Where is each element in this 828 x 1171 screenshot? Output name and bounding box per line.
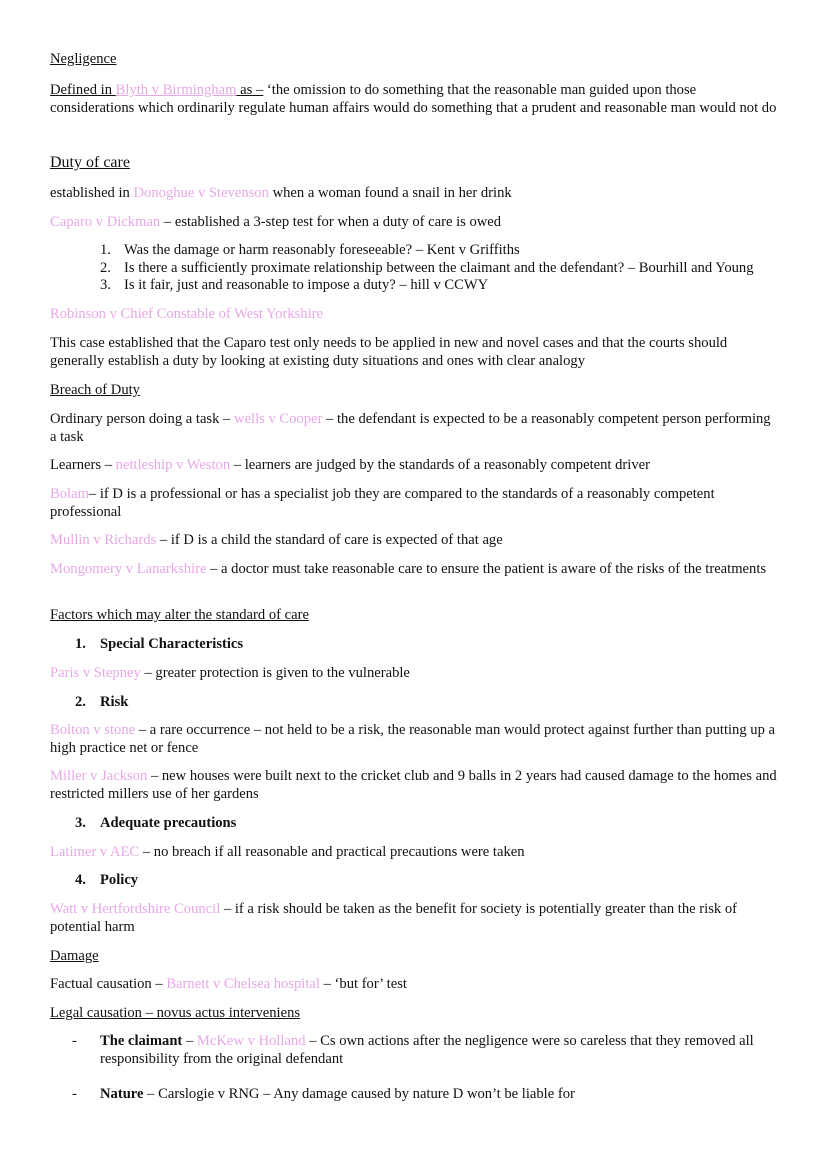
case-miller[interactable]: Miller v Jackson: [50, 768, 148, 784]
case-wells[interactable]: wells v Cooper: [234, 411, 323, 427]
factor-heading: 3. Adequate precautions: [75, 815, 237, 831]
definition-paragraph: [50, 81, 780, 117]
factors-heading: Factors which may alter the standard of care: [50, 607, 309, 623]
breach-item: Mongomery v Lanarkshire – a doctor must take reasonable care to ensure the patient is aware of the risks of the treatments: [50, 561, 767, 577]
case-donoghue[interactable]: Donoghue v Stevenson: [133, 185, 269, 201]
factor-case: Latimer v AEC – no breach if all reasonable and practical precautions were taken: [50, 844, 525, 860]
factor-case: Miller v Jackson – new houses were built next to the cricket club and 9 balls in 2 years had caused damage to the homes and restricted millers use of her gardens: [50, 768, 777, 802]
factor-heading: 2. Risk: [75, 694, 129, 710]
case-barnett[interactable]: Barnett v Chelsea hospital: [166, 976, 320, 992]
case-bolam[interactable]: Bolam: [50, 486, 89, 502]
breach-item: Bolam– if D is a professional or has a specialist job they are compared to the standards of a reasonably competent professional: [50, 486, 715, 520]
factor-case: Watt v Hertfordshire Council – if a risk should be taken as the benefit for society is potentially greater than the risk of potential harm: [50, 901, 737, 935]
breach-heading: Breach of Duty: [50, 382, 140, 398]
damage-heading: Damage: [50, 948, 99, 964]
case-robinson[interactable]: Robinson v Chief Constable of West Yorkshire: [50, 306, 323, 322]
case-mckew[interactable]: McKew v Holland: [196, 1033, 306, 1049]
case-paris[interactable]: Paris v Stepney: [50, 665, 141, 681]
case-latimer[interactable]: Latimer v AEC: [50, 844, 140, 860]
legal-causation-heading: Legal causation – novus actus interveniens: [50, 1005, 301, 1021]
case-bolton[interactable]: Bolton v stone: [50, 722, 136, 738]
definition-joiner: as –: [240, 82, 264, 98]
case-mullin[interactable]: Mullin v Richards: [50, 532, 157, 548]
breach-item: Learners – nettleship v Weston – learners are judged by the standards of a reasonably competent driver: [50, 457, 650, 473]
caparo-test-list: [100, 241, 790, 294]
page-title: Negligence: [50, 51, 117, 67]
duty-established: established in Donoghue v Stevenson when a woman found a snail in her drink: [50, 185, 512, 201]
list-item: 3. Is it fair, just and reasonable to impose a duty? – hill v CCWY: [100, 277, 489, 293]
list-item: - The claimant – McKew v Holland – Cs own actions after the negligence were so careless that they removed all responsibility from the original defendant: [72, 1033, 754, 1067]
list-item: 2. Is there a sufficiently proximate relationship between the claimant and the defendant? – Bourhill and Young: [100, 259, 754, 276]
list-item: 1. Was the damage or harm reasonably foreseeable? – Kent v Griffiths: [100, 242, 520, 258]
breach-item: Ordinary person doing a task – wells v Cooper – the defendant is expected to be a reasonably competent person performing a task: [50, 411, 771, 445]
duty-caparo: Caparo v Dickman – established a 3-step test for when a duty of care is owed: [50, 214, 502, 230]
case-montgomery[interactable]: Mongomery v Lanarkshire: [50, 561, 207, 577]
case-nettleship[interactable]: nettleship v Weston: [115, 457, 231, 473]
robinson-text: This case established that the Caparo test only needs to be applied in new and novel cases and that the courts should generally establish a duty by looking at existing duty situations and ones with clear analogy: [50, 335, 728, 369]
definition-prefix: Defined in: [50, 82, 113, 98]
duty-heading: Duty of care: [50, 154, 130, 171]
factor-case: Bolton v stone – a rare occurrence – not held to be a risk, the reasonable man would protect against further than putting up a high practice net or fence: [50, 722, 776, 756]
factor-heading: 1. Special Characteristics: [75, 636, 244, 652]
case-caparo[interactable]: Caparo v Dickman: [50, 214, 161, 230]
case-watt[interactable]: Watt v Hertfordshire Council: [50, 901, 221, 917]
definition-text: ‘the omission to do something that the reasonable man guided upon those considerations which ordinarily regulate human affairs would do something that a prudent and reasonable man would not do: [50, 82, 777, 116]
factual-causation: Factual causation – Barnett v Chelsea hospital – ‘but for’ test: [50, 976, 407, 992]
factor-case: Paris v Stepney – greater protection is given to the vulnerable: [50, 665, 410, 681]
breach-item: Mullin v Richards – if D is a child the standard of care is expected of that age: [50, 532, 503, 548]
case-blyth[interactable]: Blyth v Birmingham: [115, 82, 237, 98]
factor-heading: 4. Policy: [75, 872, 139, 888]
list-item: - Nature – Carslogie v RNG – Any damage caused by nature D won’t be liable for: [72, 1086, 575, 1102]
